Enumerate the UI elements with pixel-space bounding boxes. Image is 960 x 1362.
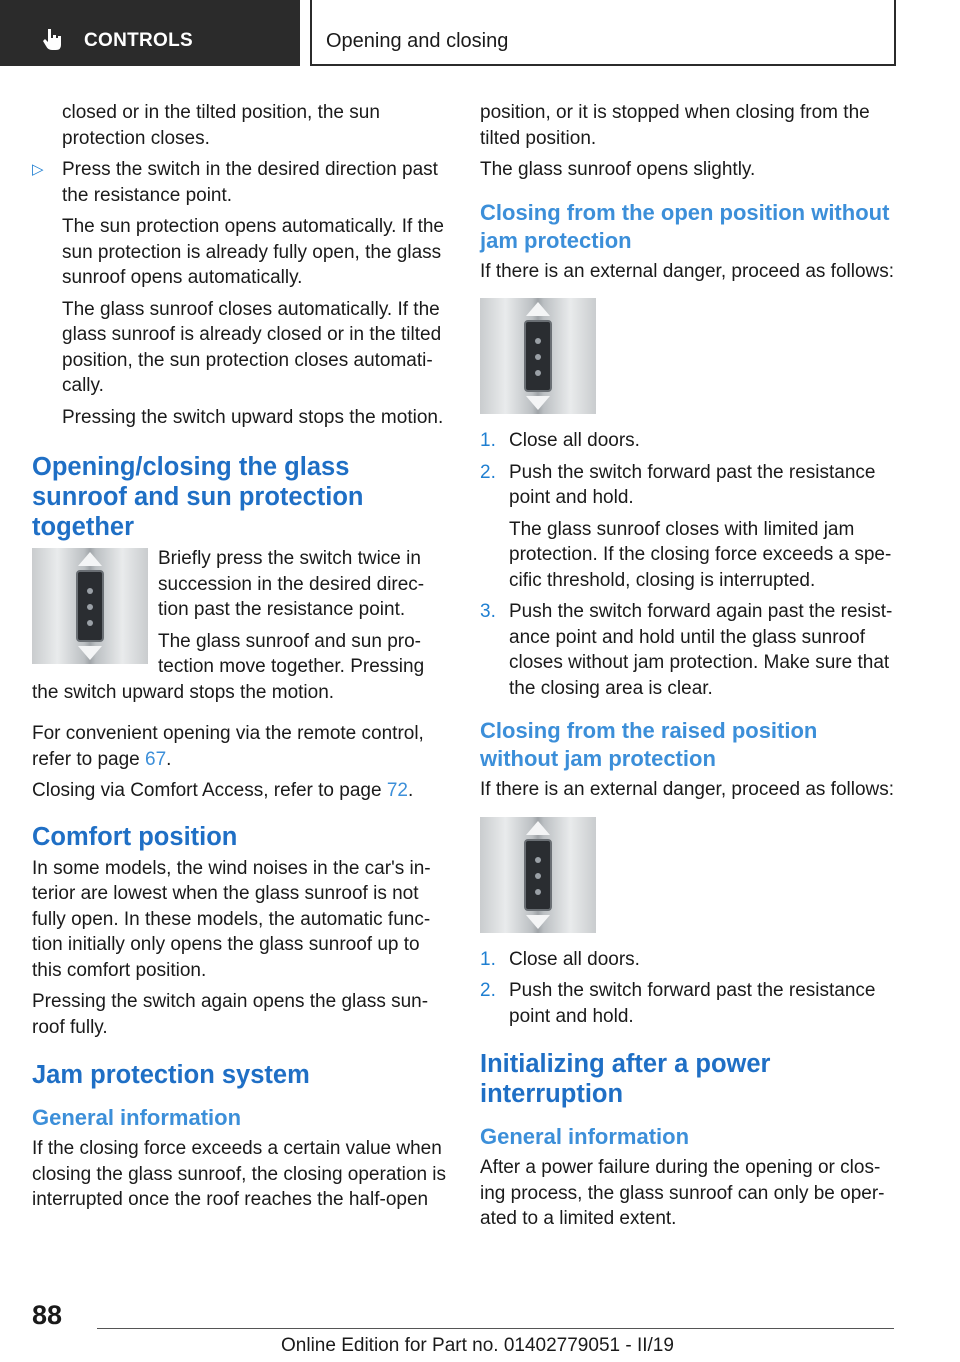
- header-chapter: [310, 0, 896, 66]
- sunroof-switch-image: [480, 817, 596, 933]
- footer-divider: [97, 1328, 894, 1329]
- together-block: [32, 546, 450, 711]
- list-item: 3. Push the switch forward again past the resist‐ance point and hold until the glass sunroof closes without jam protection. Make sure that the closing area is clear.: [480, 601, 893, 699]
- paragraph: If there is an external danger, proceed as follows:: [480, 260, 895, 282]
- arrow-down-icon: [526, 396, 550, 410]
- arrow-up-icon: [78, 552, 102, 566]
- list-item: 1. Close all doors.: [480, 430, 640, 451]
- paragraph: Pressing the switch upward stops the motion.: [62, 406, 444, 428]
- bullet-item: ▷ Press the switch in the desired direction past the resistance point.: [32, 159, 438, 206]
- heading-initializing: Initializing after a power interruption: [480, 1050, 771, 1108]
- paragraph: The glass sunroof closes automatically. If the glass sunroof is already closed or in the tilted position, the sun protection closes automati‐cally.: [62, 298, 442, 396]
- heading-general-information: General information: [480, 1124, 690, 1149]
- right-column: [480, 100, 896, 1238]
- paragraph: If the closing force exceeds a certain value when closing the glass sunroof, the closing operation is interrupted once the roof reaches the half-open: [32, 1138, 447, 1210]
- heading-comfort-position: Comfort position: [32, 822, 238, 851]
- hand-pointer-icon: [40, 26, 66, 52]
- page-link-67[interactable]: 67: [145, 748, 167, 770]
- heading-closing-open-position: Closing from the open position without jam protection: [480, 199, 890, 253]
- paragraph: Pressing the switch again opens the glass sun‐roof fully.: [32, 991, 429, 1038]
- page-number: 88: [32, 1300, 63, 1330]
- arrow-down-icon: [526, 915, 550, 929]
- footer-edition: Online Edition for Part no. 01402779051 - II/19: [281, 1335, 674, 1356]
- paragraph: Closing via Comfort Access, refer to page 72.: [32, 780, 414, 801]
- arrow-up-icon: [526, 302, 550, 316]
- paragraph: For convenient opening via the remote control, refer to page 67.: [32, 723, 424, 770]
- paragraph: Briefly press the switch twice in succession in the desired direc‐tion past the resistance point.: [158, 548, 425, 620]
- paragraph: position, or it is stopped when closing from the tilted position.: [480, 102, 870, 149]
- page-link-72[interactable]: 72: [386, 780, 408, 801]
- heading-general-information: General information: [32, 1105, 242, 1130]
- heading-open-close-together: Opening/closing the glass sunroof and sun protection together: [32, 453, 364, 541]
- sunroof-switch-image: [32, 548, 148, 664]
- paragraph: In some models, the wind noises in the car's in‐terior are lowest when the glass sunroof is not fully open. In these models, the automatic func‐tion initially only opens the glass sunroof up to this comfort position.: [32, 857, 431, 981]
- paragraph: The glass sunroof opens slightly.: [480, 159, 756, 180]
- paragraph: The glass sunroof and sun pro‐tection move together. Pressing the switch upward stops the motion.: [32, 630, 425, 703]
- list-item: 2. Push the switch forward past the resistance point and hold.: [480, 980, 876, 1027]
- section-title: CONTROLS: [84, 30, 194, 51]
- paragraph: The sun protection opens automatically. If the sun protection is already fully open, the glass sunroof opens automatically.: [62, 216, 444, 288]
- arrow-down-icon: [78, 646, 102, 660]
- list-item: 2. Push the switch forward past the resistance point and hold.: [480, 461, 876, 508]
- paragraph: closed or in the tilted position, the sun protection closes.: [62, 102, 380, 149]
- paragraph: After a power failure during the opening or clos‐ing process, the glass sunroof can only be oper‐ated to a limited extent.: [480, 1157, 885, 1229]
- list-item: The glass sunroof closes with limited jam protection. If the closing force exceeds a spe‐cific threshold, closing is interrupted.: [509, 518, 892, 591]
- arrow-up-icon: [526, 821, 550, 835]
- left-column: [32, 100, 450, 1219]
- sunroof-switch-image: [480, 298, 596, 414]
- header-section-tab: [0, 0, 300, 66]
- heading-jam-protection: Jam protection system: [32, 1061, 310, 1089]
- list-item: 1. Close all doors.: [480, 948, 640, 970]
- chapter-title: Opening and closing: [326, 30, 509, 52]
- triangle-right-icon: ▷: [32, 161, 44, 178]
- heading-closing-raised-position: Closing from the raised position without jam protection: [480, 718, 818, 771]
- paragraph: If there is an external danger, proceed as follows:: [480, 779, 895, 800]
